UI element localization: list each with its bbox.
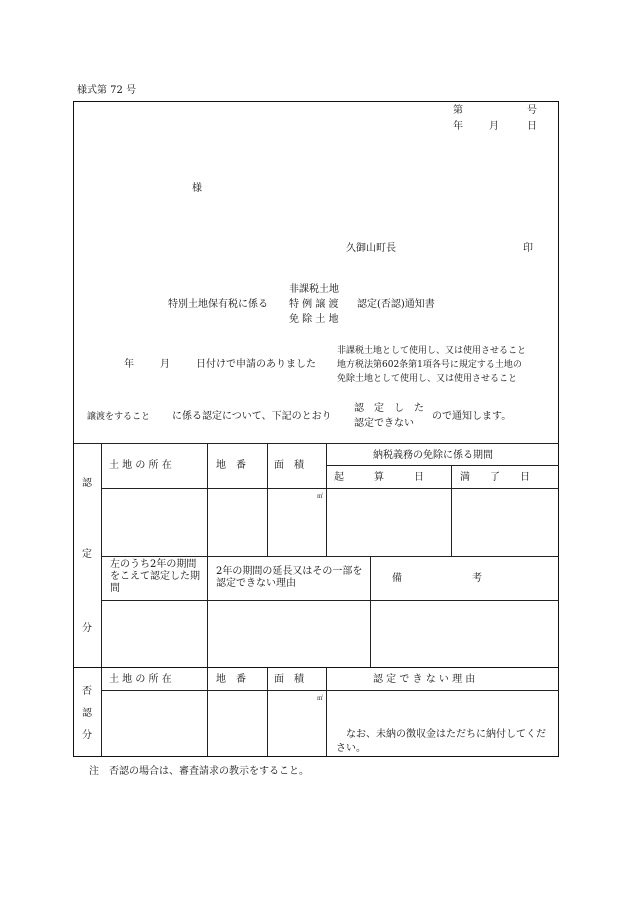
nintei-side-2: 定 [82, 549, 92, 560]
hinin-col-reason: 認 定 で き な い 理 由 [373, 674, 476, 685]
hinin-area-unit: ㎡ [317, 695, 324, 702]
date-year: 年 [453, 121, 463, 132]
nintei-col-reason: 2年の期間の延長又はその一部を認定できない理由 [216, 566, 363, 589]
title-option-menjo: 免 除 土 地 [289, 314, 339, 325]
body-tail: ので通知します。 [432, 411, 512, 422]
hinin-note: なお、未納の徴収金はただちに納付してください。 [336, 729, 546, 754]
issuer-name: 久御山町長 [346, 243, 396, 254]
body-option-2: 地方税法第602条第1項各号に規定する土地の [337, 360, 522, 370]
hinin-side-2: 認 [82, 708, 92, 719]
seal-mark: 印 [523, 243, 533, 254]
hinin-col-area: 面 積 [274, 674, 304, 685]
body-text-1: 日付けで申請のありました [196, 359, 316, 370]
number-gou: 号 [527, 105, 537, 116]
date-day: 日 [527, 121, 537, 132]
body-option-3: 免除土地として使用し、又は使用させること [337, 374, 518, 384]
hinin-side-1: 否 [82, 686, 92, 697]
number-dai: 第 [453, 105, 463, 116]
hinin-col-lot: 地 番 [216, 674, 246, 685]
nintei-col-lot: 地 番 [216, 460, 246, 471]
nintei-side-3: 分 [82, 623, 92, 634]
title-suffix: 認定(否認)通知書 [357, 299, 435, 310]
body-year: 年 [124, 359, 134, 370]
body-option-nintei: 認 定 し た [354, 403, 424, 414]
date-month: 月 [489, 121, 499, 132]
nintei-col-remarks: 備 考 [392, 573, 482, 584]
addressee-sama: 様 [192, 183, 202, 194]
title-prefix: 特別土地保有税に係る [168, 299, 268, 310]
nintei-col-period: 納税義務の免除に係る期間 [373, 450, 493, 461]
nintei-col-over2: 左のうち2年の期間をこえて認定した期間 [110, 559, 200, 594]
hinin-col-land: 土 地 の 所 在 [109, 674, 172, 685]
body-option-dekinai: 認定できない [354, 418, 414, 429]
title-option-hikazei: 非課税土地 [289, 284, 339, 295]
body-lead: 譲渡をすること [87, 412, 151, 422]
body-month: 月 [160, 359, 170, 370]
form-frame [73, 101, 559, 757]
nintei-col-end: 満 了 日 [460, 472, 530, 483]
footnote: 注 否認の場合は、審査請求の教示をすること。 [89, 766, 309, 777]
nintei-side-1: 認 [82, 478, 92, 489]
nintei-col-land: 土 地 の 所 在 [109, 460, 172, 471]
nintei-col-start: 起 算 日 [334, 472, 424, 483]
form-number: 様式第 72 号 [77, 85, 137, 96]
nintei-area-unit: ㎡ [317, 493, 324, 500]
nintei-col-area: 面 積 [274, 460, 304, 471]
hinin-side-3: 分 [82, 730, 92, 741]
body-text-2: に係る認定について、下記のとおり [172, 411, 332, 422]
body-option-1: 非課税土地として使用し、又は使用させること [337, 346, 527, 356]
title-option-tokurei: 特 例 譲 渡 [289, 299, 339, 310]
